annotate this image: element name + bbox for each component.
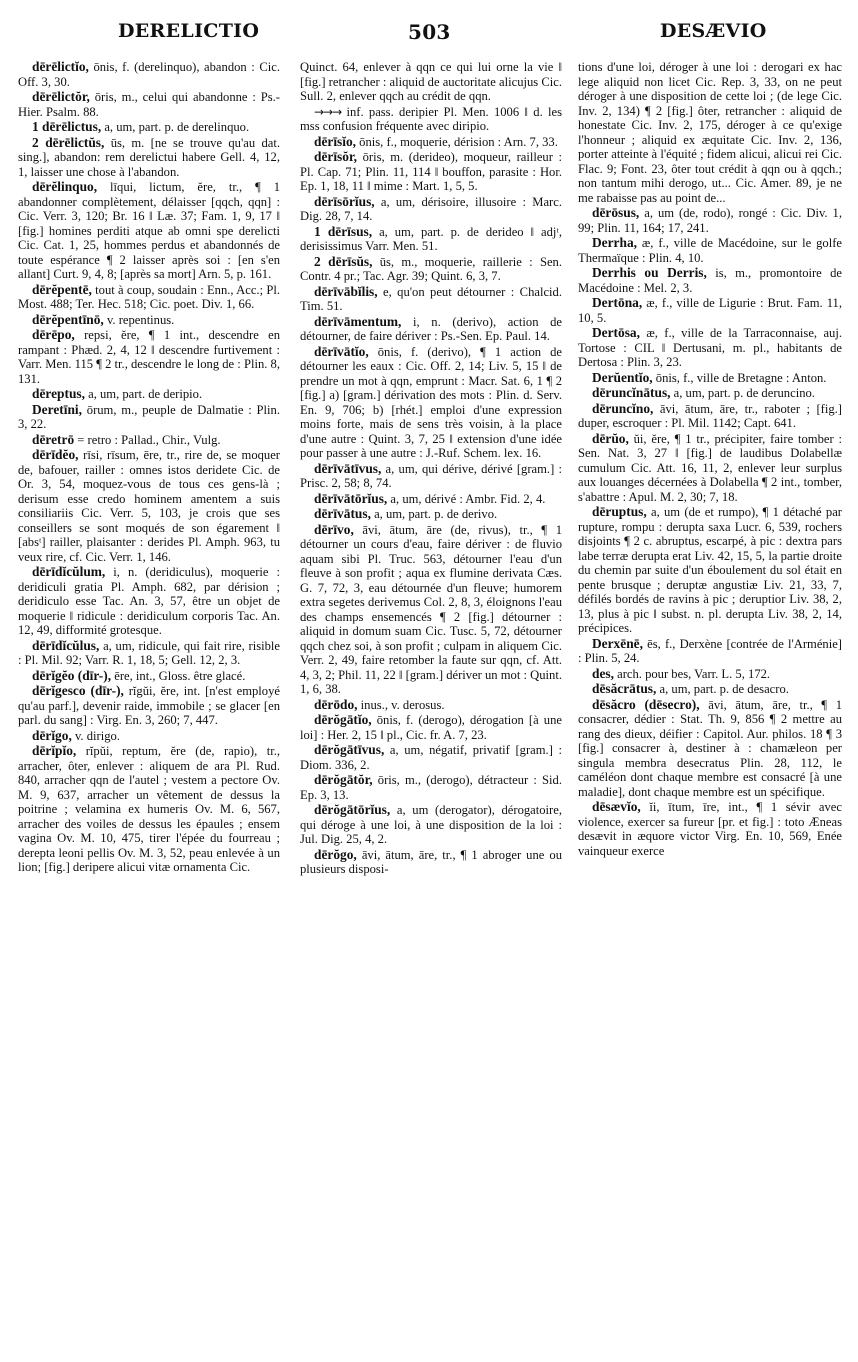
entry-headword: dērīdĭcŭlus, [32,637,100,653]
entry-headword: dērīsŏr, [314,149,358,164]
entry-headword: dērīvābĭlis, [314,283,378,299]
dictionary-entry [18,90,280,119]
entry-definition: e, qu'on peut détourner : Chalcid. Tim. 51. [300,284,562,313]
entry-headword: dērīvātīvus, [314,460,382,476]
entry-headword: dērĭgĕo (dīr-), [32,667,112,683]
dictionary-entry [578,236,842,265]
entry-headword: dērōsus, [592,205,640,220]
entry-definition: a, um, part. p. de desacro. [656,682,789,696]
entry-definition: ōris, m., (derogo), détracteur : Sid. Ep. 3, 13. [300,773,562,802]
entry-headword: Dertōna, [592,295,643,310]
entry-headword: dēsăcro (dēsecro), [592,696,700,712]
dictionary-entry [578,505,842,636]
entry-headword: dēruncĭnātus, [592,385,671,400]
entry-headword: dērŏgātĭo, [314,712,372,727]
dictionary-entry [300,225,562,254]
dictionary-entry [300,848,562,877]
dictionary-entry [578,206,842,235]
entry-definition: æ, f., ville de Ligurie : Brut. Fam. 11, 10, 5. [578,296,842,325]
running-header [0,20,858,54]
entry-headword: dērīvātĭo, [314,343,369,359]
entry-definition: āvi, ātum, āre, tr., raboter ; [fig.] duper, escroquer : Pl. Mil. 1142; Capt. 641. [578,401,842,430]
dictionary-entry [300,285,562,314]
entry-definition: rĭpŭi, reptum, ĕre (de, rapio), tr., arracher, ôter, enlever : aliquem de ara Pl. Rud. 840, arracher qqn de l'autel ; vestem a pectore Ov. M. 9, 637, arracher un vêtement de dessus la poitrine ; velamina ex humeris Ov. M. 6, 567, arracher des voiles de dessus les épaules ; ensem vagina Ov. M. 10, 475, tirer l'épée du fourreau ; derepta leoni pellis Ov. M. 3, 52, peau enlevée à un lion; [fig.] deripere alicui vitæ ornamenta Cic. [18,744,280,874]
entry-definition: āvi, ātum, āre, tr., ¶ 1 consacrer, dédier : Stat. Th. 9, 856 ¶ 2 mettre au rang des dieux, déifier : Capitol. Aur. philos. 18 ¶ 3 [fig.] consacrer à, destiner à : chamæleon per singula membra desecratus Plin. 28, 112, le caméléon dont chaque membre est consacré [à une maladie], dont chaque membre est un spécifique. [578,697,842,799]
dictionary-entry [18,729,280,744]
dictionary-entry [18,120,280,135]
entry-headword: dērĭpĭo, [32,743,77,758]
column-right [578,60,842,1350]
dictionary-entry [18,328,280,386]
dictionary-entry [578,698,842,800]
entry-headword: 2 dērēlictŭs, [32,134,105,150]
dictionary-entry [578,402,842,431]
entry-headword: dēreptus, [32,386,85,401]
entry-definition: ōrum, m., peuple de Dalmatie : Plin. 3, 22. [18,402,280,431]
dictionary-entry [300,523,562,697]
entry-definition: Quinct. 64, enlever à qqn ce qui lui orne la vie ‖ [fig.] retrancher : aliquid de auctoritate alicujus Cic. Sull. 2, enlever qqch au crédit de qqn. [300,60,562,103]
entry-definition: ōnis, f. (derivo), ¶ 1 action de détourner les eaux : Cic. Off. 2, 14; Liv. 5, 15 ‖ de prendre un mot à qqn, emprunt : Macr. Sat. 6, 1 ¶ 2 [fig.] a) [gram.] dérivation des mots : Plin. d. Serv. En. 9, 706; b) [rhét.] emploi d'une expression moins forte, mais de sens très voisin, à la place d'une autre : Quint. 3, 7, 25 ‖ extension d'une idée pour passer à une autre : J.-Ruf. Schem. lex. 16. [300,344,562,460]
page-number: 503 [408,20,451,44]
entry-headword: dērŏgātŏr, [314,772,373,787]
dictionary-entry [18,639,280,668]
entry-headword: dērĕlinquo, [32,179,98,194]
entry-definition: a, um, négatif, privatif [gram.] : Diom. 336, 2. [300,743,562,772]
dictionary-entry [300,255,562,284]
dictionary-entry [18,180,280,282]
dictionary-entry [18,403,280,432]
entry-definition: v. repentinus. [103,312,175,327]
entry-headword: Dertōsa, [592,325,640,340]
entry-headword: dērŏgātōrĭus, [314,802,391,817]
entry-definition: tions d'une loi, déroger à une loi : derogari ex hac lege aliquid non licet Cic. Rep. 3, 33, on ne peut déroger à une disposition de cette loi ; (de lege Cic. Inv. 2, 134) ¶ 2 [fig.] ôter, retrancher : aliquid de honestate Cic. Inv. 2, 175, déroger à ce qu'exige l'honneur ; aliquid ex æquitate Cic. Inv. 2, 136, porter atteinte à l'équité ; fidem alicui, alicui rei Cic. Flac. 9; Font. 23, ôter tout crédit à qqn ou à qqch.; non tantum mihi derogo, ut... Cic. Amer. 89, je ne me rabaisse pas au point de... [578,60,842,205]
dictionary-entry [300,773,562,802]
entry-headword: dēsævĭo, [592,799,641,814]
entry-definition: ēs, f., Derxène [contrée de l'Arménie] : Plin. 5, 24. [578,636,842,665]
dictionary-entry [578,326,842,370]
dictionary-entry [578,667,842,682]
entry-headword: dērīdĭcŭlum, [32,564,106,579]
entry-headword: dērīvo, [314,521,354,537]
dictionary-entry [578,296,842,325]
entry-headword: dēruptus, [592,504,647,519]
dictionary-entry [18,387,280,402]
entry-headword: dēretrō [32,431,75,447]
dictionary-entry [578,637,842,666]
entry-definition: ōris, m. (derideo), moqueur, railleur : Pl. Cap. 71; Plin. 11, 114 ‖ bouffon, parasite : Hor. Ep. 1, 18, 11 ‖ mime : Mart. 1, 5, 5. [300,150,562,193]
entry-definition: a, um, part. p. de derideo ‖ adjᵗ, derisissimus Varr. Men. 51. [300,224,562,253]
entry-headword: dērĕpentīnō, [32,311,104,327]
entry-headword: dērēlictĭo, [32,60,89,74]
entry-headword: dērōdo, [314,696,358,712]
dictionary-entry [578,682,842,697]
entry-definition: tout à coup, soudain : Enn., Acc.; Pl. Most. 488; Ter. Hec. 518; Cic. poet. Div. 1, 66. [18,282,280,311]
entry-definition: a, um, dérivé : Ambr. Fid. 2, 4. [387,491,546,506]
entry-definition: repsi, ĕre, ¶ 1 int., descendre en rampant : Phæd. 2, 4, 12 ‖ descendre furtivement : Varr. Men. 115 ¶ 2 tr., descendre le long de : Plin. 8, 131. [18,328,280,386]
entry-definition: a, um (derogator), dérogatoire, qui déroge à une loi, à une disposition de la loi : Jul. Dig. 25, 4, 2. [300,803,562,846]
dictionary-entry [300,698,562,713]
dictionary-entry [18,684,280,728]
entry-headword: 1 dērēlictus, [32,119,102,134]
entry-definition: rīsi, rīsum, ēre, tr., rire de, se moquer de, bafouer, railler : omnes istos deridete Cic. de Or. 3, 54, moquez-vous de tous ces gens-là ; derisum esse credo hominem amentem a suis consiliariis Cic. Verr. 5, 103, je crois que ses conseillers se sont moqués de son égarement ‖ [absᵗ] railler, plaisanter : derides Pl. Amph. 963, tu veux rire, cf. Cic. Verr. 1, 146. [18,448,280,564]
entry-definition: ōnis, f. (derogo), dérogation [à une loi] : Her. 2, 15 ‖ pl., Cic. fr. A. 7, 23. [300,713,562,742]
dictionary-entry [18,744,280,875]
dictionary-entry [300,195,562,224]
entry-definition: a, um (de et rumpo), ¶ 1 détaché par rupture, rompu : derupta saxa Lucr. 6, 539, rochers disjoints ¶ 2 c. abruptus, escarpé, à pic : dextra pars labe terræ derupta erat Liv. 42, 15, 5, la partie droite du chemin par suite d'un éboulement du sol était en pente brusque ; deruptæ angustiæ Liv. 21, 33, 7, défilés bordés de ravins à pic ; deruptior Liv. 38, 2, 13, plus à pic ‖ subst. n. pl. derupta Liv. 38, 2, 14, précipices. [578,505,842,635]
entry-headword: dērŏgātīvus, [314,742,385,757]
dictionary-entry [18,283,280,312]
dictionary-entry [300,713,562,742]
dictionary-entry [300,60,562,104]
entry-headword: Derxēnē, [592,635,643,651]
dictionary-entry [300,492,562,507]
entry-headword: dērĭgo, [32,727,72,743]
column-left [18,60,280,1350]
entry-headword: Derŭentĭo, [592,369,653,385]
entry-definition: ēre, int., Gloss. être glacé. [111,668,246,683]
entry-definition: āvi, ātum, āre, tr., ¶ 1 abroger une ou plusieurs disposi- [300,847,562,876]
entry-definition: āvi, ātum, āre (de, rivus), tr., ¶ 1 détourner un cours d'eau, faire dériver : de fluvio aquam sibi Pl. Truc. 563, détourner l'eau d'un fleuve à son profit ; aqua ex flumine derivata Cæs. G. 7, 72, 3, eau détournée d'un fleuve; humorem extra segetes derivemus Col. 2, 8, 3, éloignons l'eau des champs ensemencés ¶ 2 [fig.] détourner : aliquid in domum suam Cic. Tusc. 5, 72, détourner qqch chez soi, à son profit ; culpam in aliquem Cic. Verr. 2, 49, faire retomber la faute sur qqn, cf. Att. 4, 3, 2; Phil. 11, 22 ‖ [gram.] dériver un mot : Quint. 1, 6, 38. [300,522,562,696]
entry-headword: dērēpo, [32,327,75,342]
entry-definition: arch. pour bes, Varr. L. 5, 172. [613,666,771,681]
entry-headword: dērīvātus, [314,506,371,521]
entry-definition: a, um, ridicule, qui fait rire, risible : Pl. Mil. 92; Varr. R. 1, 18, 5; Gell. 12, 2, 3. [18,638,280,667]
entry-headword: Derrhis ou Derris, [592,265,707,280]
entry-headword: 1 dērīsus, [314,223,373,239]
entry-definition: inf. pass. deripier Pl. Men. 1006 ‖ d. les mss confusion fréquente avec diripio. [300,104,562,133]
dictionary-entry [18,136,280,180]
dictionary-entry [578,60,842,205]
entry-definition: ūs, m., moquerie, raillerie : Sen. Contr. 4 pr.; Tac. Agr. 39; Quint. 6, 3, 7. [300,254,562,283]
entry-definition: a, um, part. p. de derivo. [370,507,498,521]
entry-definition: i, n. (derivo), action de détourner, de faire dériver : Ps.-Sen. Ep. Paul. 14. [300,314,562,343]
entry-definition: v. dirigo. [71,728,120,743]
dictionary-entry [300,135,562,150]
dictionary-entry [300,507,562,522]
entry-definition: ōnis, f. (derelinquo), abandon : Cic. Off. 3, 30. [18,60,280,89]
dictionary-entry [18,565,280,638]
header-left-guideword: DERELICTIO [118,20,260,42]
dictionary-entry [300,803,562,847]
entry-definition: ōnis, f., moquerie, dérision : Arn. 7, 33. [356,134,558,149]
dictionary-entry [300,315,562,344]
entry-headword: dērīvātōrĭus, [314,490,388,506]
entry-definition: a, um, part. p. de deruncino. [670,386,815,400]
dictionary-entry [18,448,280,564]
entry-definition: ūs, m. [ne se trouve qu'au dat. sing.], abandon: rem derelictui habere Gell. 4, 12, 1, laisser une chose à l'abandon. [18,135,280,179]
entry-headword: dērīvāmentum, [314,313,402,329]
dictionary-entry [578,386,842,401]
entry-definition: = retro : Pallad., Chir., Vulg. [74,432,221,447]
dictionary-entry [300,345,562,461]
column-middle [300,60,562,1350]
entry-headword: dērŏgo, [314,846,357,862]
dictionary-entry [578,371,842,386]
entry-definition: rĭgŭi, ĕre, int. [n'est employé qu'au parf.], devenir raide, immobile ; se glacer [en parl. du sang] : Virg. En. 3, 260; 7, 447. [18,684,280,727]
dictionary-entry [18,313,280,328]
entry-headword: dērĭgesco (dīr-), [32,683,124,698]
entry-definition: æ, f., ville de Macédoine, sur le golfe Thermaïque : Plin. 4, 10. [578,236,842,265]
header-right-guideword: DESÆVIO [660,20,767,42]
entry-definition: a, um, part. p. de derelinquo. [101,120,250,134]
entry-definition: ōnis, f., ville de Bretagne : Anton. [652,370,827,385]
entry-definition: æ, f., ville de la Tarraconnaise, auj. Tortose : CIL ‖ Dertusani, m. pl., habitants de Dertosa : Plin. 3, 23. [578,326,842,369]
entry-headword: dērĕpentē, [32,281,92,297]
dictionary-entry [300,743,562,772]
entry-headword: des, [592,665,614,681]
dictionary-entry [578,800,842,858]
arrow-marker: →→→ [314,104,342,119]
dictionary-entry [18,60,280,89]
entry-definition: ĭi, ītum, īre, int., ¶ 1 sévir avec violence, exercer sa fureur [pr. et fig.] : toto Æneas desævit in æquore victor Virg. En. 10, 569, Enée vainqueur exerce [578,800,842,858]
entry-headword: dēsăcrātus, [592,681,657,696]
dictionary-entry [578,266,842,295]
entry-definition: a, um, dérisoire, illusoire : Marc. Dig. 28, 7, 14. [300,194,562,223]
entry-definition: a, um, qui dérive, dérivé [gram.] : Prisc. 2, 58; 8, 74. [300,461,562,490]
entry-headword: dērīsĭo, [314,133,357,149]
dictionary-entry [578,432,842,505]
entry-headword: dērēlictŏr, [32,89,90,104]
entry-definition: līqui, lictum, ĕre, tr., ¶ 1 abandonner complètement, délaisser [qqch, qqn] : Cic. Verr. 3, 120; Br. 16 ‖ Læ. 37; Fam. 1, 9, 17 ‖ [fig.] homines perditi atque ab omni spe derelicti Cic. Cat. 1, 25, hommes perdus et abandonnés de toute espérance ¶ 2 laisser après soi : [en s'en allant] Curt. 9, 4, 8; [après sa mort] Arn. 5, p. 161. [18,180,280,281]
entry-definition: ōris, m., celui qui abandonne : Ps.-Hier. Psalm. 88. [18,90,280,119]
entry-headword: dērīdĕo, [32,447,79,462]
entry-definition: is, m., promontoire de Macédoine : Mel. 2, 3. [578,266,842,295]
entry-headword: dērīsōrĭus, [314,193,375,209]
entry-definition: i, n. (deridiculus), moquerie : deridiculi gratia Pl. Amph. 682, par dérision ; deridiculo esse Tac. An. 3, 57, être un objet de moquerie ‖ ridicule : deridiculum corporis Tac. An. 12, 49, difformité grotesque. [18,565,280,637]
entry-headword: dērŭo, [592,430,629,446]
dictionary-entry [18,433,280,448]
entry-definition: a, um, part. de deripio. [84,387,203,401]
dictionary-entry [300,462,562,491]
entry-headword: dēruncĭno, [592,400,654,416]
entry-headword: Derrha, [592,235,637,250]
entry-headword: 2 dērīsŭs, [314,253,373,269]
entry-headword: Deretīni, [32,401,82,417]
dictionary-entry [18,669,280,684]
entry-definition: ŭi, ĕre, ¶ 1 tr., précipiter, faire tomber : Sen. Nat. 3, 27 ‖ [fig.] de laudibus Dolabellæ cumulum Cic. Att. 16, 11, 2, enlever leur surplus aux louanges décernées à Dolabella ¶ 2 int., tomber, s'abattre : Apul. M. 2, 30; 7, 18. [578,431,842,504]
entry-definition: inus., v. derosus. [357,697,445,712]
dictionary-entry [300,105,562,134]
dictionary-entry [300,150,562,194]
entry-definition: a, um (de, rodo), rongé : Cic. Div. 1, 99; Plin. 11, 164; 17, 241. [578,206,842,235]
